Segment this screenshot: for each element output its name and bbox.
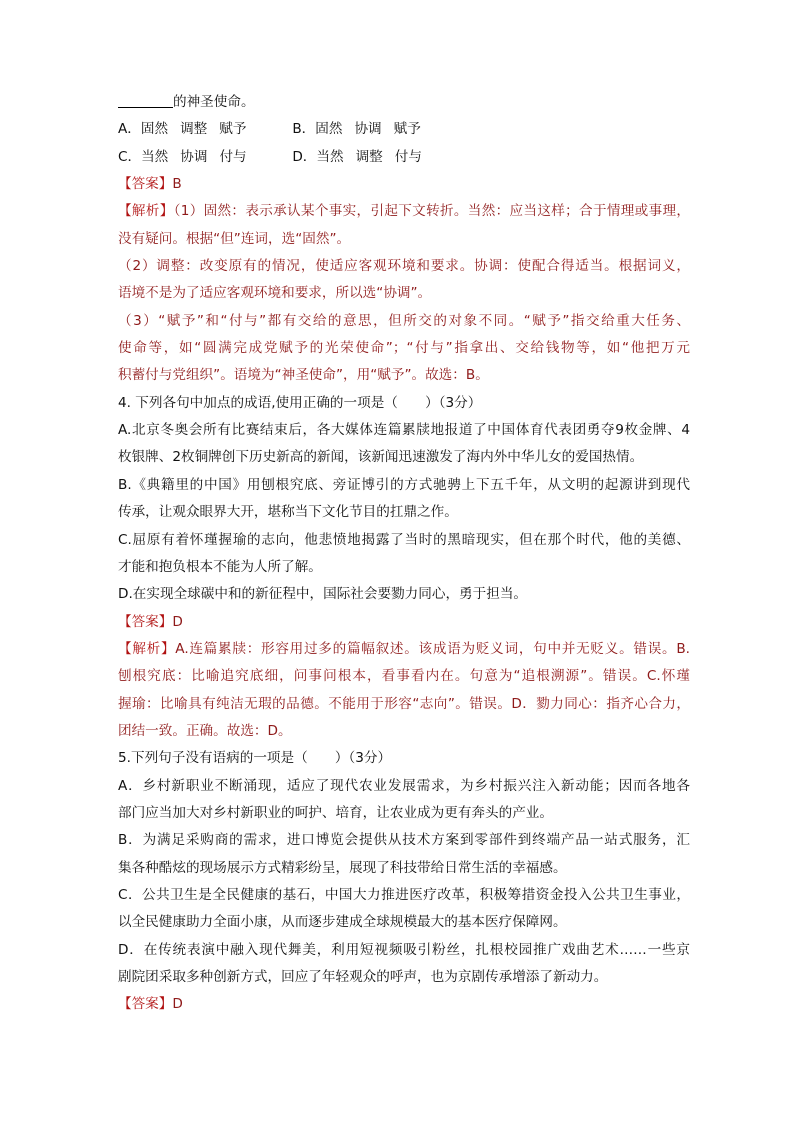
answer-tag: 【答案】 [118, 176, 173, 193]
q3-stem-tail [118, 89, 690, 116]
option-word: 当然 [141, 148, 169, 165]
option-word: 付与 [394, 148, 422, 165]
q4-option-line: B.《典籍里的中国》用刨根究底、旁证博引的方式驰骋上下五千年，从文明的起源讲到现代 [118, 476, 690, 493]
q3-analysis-line: 使命等，如“圆满完成党赋予的光荣使命”；“付与”指拿出、交给钱物等，如“他把万元 [118, 340, 690, 357]
q5-stem: 5.下列句子没有语病的一项是（ ）（3分） [118, 750, 392, 767]
q4-option-line: A.北京冬奥会所有比赛结束后，各大媒体连篇累牍地报道了中国体育代表团勇夺9枚金牌、4 [118, 422, 690, 439]
answer-tag: 【答案】 [118, 613, 173, 630]
analysis-tag: 【解析】 [118, 203, 174, 220]
option-word: 固然 [140, 121, 169, 138]
q3-answer [118, 171, 690, 198]
q4-option-line: D.在实现全球碳中和的新征程中，国际社会要勠力同心，勇于担当。 [118, 586, 528, 603]
q3-options-row-2 [118, 144, 690, 171]
option-word: 协调 [354, 121, 382, 138]
option-d [292, 144, 462, 171]
q5-option-line: 部门应当加大对乡村新职业的呵护、培育，让农业成为更有奔头的产业。 [118, 804, 553, 821]
option-word: 协调 [180, 148, 208, 165]
q4-answer [118, 609, 690, 636]
q5-option-line: 剧院团采取多种创新方式，回应了年轻观众的呼声，也为京剧传承增添了新动力。 [118, 969, 608, 985]
option-label: C． [118, 148, 142, 165]
q3-analysis-line: 语境不是为了适应客观环境和要求，所以选“协调”。 [118, 285, 432, 302]
answer-value: D [172, 996, 183, 1013]
q5-option-line: B．为满足采购商的需求，进口博览会提供从技术方案到零部件到终端产品一站式服务，汇 [118, 832, 690, 849]
answer-tag: 【答案】 [118, 996, 173, 1013]
q4-analysis-line: 团结一致。正确。故选：D。 [118, 722, 292, 739]
option-word: 赋予 [219, 121, 247, 138]
option-label: A． [118, 121, 141, 138]
document-page [118, 89, 690, 1019]
analysis-text: A.连篇累牍：形容用过多的篇幅叙述。该成语为贬义词，句中并无贬义。错误。B. [175, 640, 691, 657]
option-word: 赋予 [393, 121, 421, 138]
option-label: D． [292, 148, 317, 165]
q3-options-row-1 [118, 116, 690, 143]
q4-analysis-line: 握瑜：比喻具有纯洁无瑕的品德。不能用于形容“志向”。错误。D．勠力同心：指齐心合力， [118, 695, 690, 712]
option-b [292, 116, 462, 143]
q4-analysis-line [118, 636, 690, 663]
q5-option-line: 以全民健康助力全面小康，从而逐步建成全球规模最大的基本医疗保障网。 [118, 914, 567, 931]
q4-analysis-line: 刨根究底：比喻追究底细，问事问根本，看事看内在。句意为“追根溯源”。错误。C.怀瑾 [118, 668, 690, 685]
q4-option-line: 传承，让观众眼界大开，堪称当下文化节目的扛鼎之作。 [118, 504, 458, 521]
option-word: 当然 [316, 148, 344, 165]
q5-option-line: A．乡村新职业不断涌现，适应了现代农业发展需求，为乡村振兴注入新动能；因而各地各 [118, 777, 690, 794]
option-word: 调整 [355, 148, 383, 165]
option-word: 付与 [219, 148, 247, 165]
q3-analysis-line: 没有疑问。根据“但”连词，选“固然”。 [118, 230, 351, 247]
analysis-tag: 【解析】 [118, 640, 176, 657]
analysis-text: （1）固然：表示承认某个事实，引起下文转折。当然：应当这样；合于情理或事理， [173, 203, 690, 220]
option-word: 调整 [180, 121, 208, 138]
option-a [118, 116, 288, 143]
fill-blank [118, 91, 173, 108]
option-word: 固然 [315, 121, 343, 138]
q5-answer [118, 991, 690, 1018]
stem-text: 的神圣使命。 [173, 94, 255, 110]
option-label: B． [292, 121, 316, 138]
q3-analysis-line: （3）“赋予”和“付与”都有交给的意思，但所交的对象不同。“赋予”指交给重大任务、 [118, 312, 690, 329]
q5-option-line: D．在传统表演中融入现代舞美，利用短视频吸引粉丝，扎根校园推广戏曲艺术……一些京 [118, 941, 690, 958]
q3-analysis-line: （2）调整：改变原有的情况，使适应客观环境和要求。协调：使配合得适当。根据词义， [118, 258, 690, 275]
option-c [118, 144, 288, 171]
answer-value: D [172, 613, 183, 630]
answer-value: B [172, 176, 182, 193]
q3-analysis-line [118, 198, 690, 225]
q5-option-line: 集各种酷炫的现场展示方式精彩纷呈，展现了科技带给日常生活的幸福感。 [118, 859, 567, 876]
q4-option-line: 才能和抱负根本不能为人所了解。 [118, 558, 322, 575]
q4-option-line: 枚银牌、2枚铜牌创下历史新高的新闻，该新闻迅速激发了海内外中华儿女的爱国热情。 [118, 449, 644, 466]
q5-option-line: C．公共卫生是全民健康的基石，中国大力推进医疗改革，积极筹措资金投入公共卫生事业， [118, 886, 690, 903]
q4-stem: 4. 下列各句中加点的成语,使用正确的一项是（ ）（3分） [118, 394, 482, 411]
q3-analysis-line: 积蓄付与党组织”。语境为“神圣使命”，用“赋予”。故选：B。 [118, 367, 489, 384]
q4-option-line: C.屈原有着怀瑾握瑜的志向，他悲愤地揭露了当时的黑暗现实，但在那个时代，他的美德、 [118, 531, 690, 548]
